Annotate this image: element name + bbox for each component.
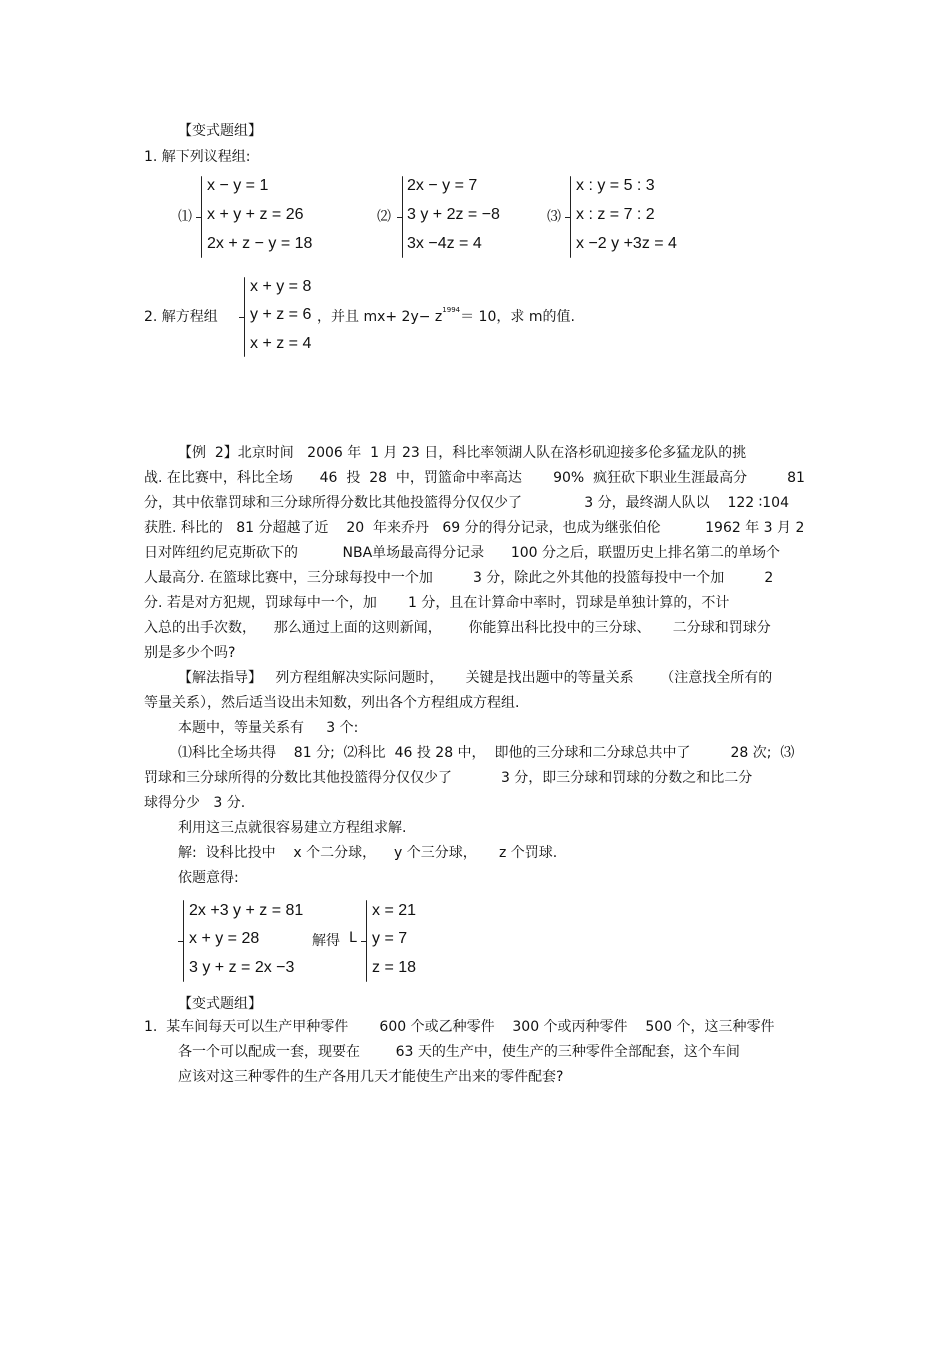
guide-line: 解: 设科比投中 x 个二分球， y 个三分球， z 个罚球. (178, 845, 558, 861)
guide-line: 罚球和三分球所得的分数比其他投篮得分仅仅少了 3 分，即三分球和罚球的分数之和比二分 (144, 770, 753, 786)
equation: x + y = 8 (250, 278, 312, 295)
brace-icon (183, 900, 184, 982)
equation: y + z = 6 (250, 306, 312, 323)
equation: x : z = 7 : 2 (576, 206, 655, 223)
paragraph-line: 入总的出手次数， 那么通过上面的这则新闻， 你能算出科比投中的三分球、 二分球和罚球分 (144, 620, 771, 636)
question-1-label: 1. 解下列议程组: (144, 149, 251, 165)
question-line: 应该对这三种零件的生产各用几天才能使生产出来的零件配套? (178, 1069, 564, 1085)
system-tag: ⑴ (178, 209, 192, 225)
paragraph-line: 【例 2】北京时间 2006 年 1 月 23 日，科比率领湖人队在洛杉矶迎接多伦多猛龙队的挑 (178, 445, 747, 461)
paragraph-line: 获胜. 科比的 81 分超越了近 20 年来乔丹 69 分的得分记录，也成为继张伯伦 1962 年 3 月 2 (144, 520, 805, 536)
section-title: 【变式题组】 (178, 123, 262, 139)
solve-mark: L (349, 930, 357, 946)
guide-line: 等量关系），然后适当设出未知数，列出各个方程组成方程组. (144, 695, 520, 711)
equation: x −2 y +3z = 4 (576, 235, 677, 252)
paragraph-line: 分. 若是对方犯规，罚球每中一个，加 1 分，且在计算命中率时，罚球是单独计算的，不计 (144, 595, 730, 611)
question-line: 各一个可以配成一套，现要在 63 天的生产中，使生产的三种零件全部配套，这个车间 (178, 1044, 740, 1060)
equation: x + y = 28 (189, 930, 260, 947)
equation: x − y = 1 (207, 177, 269, 194)
guide-line: 本题中，等量关系有 3 个: (178, 720, 359, 736)
equation: 2x − y = 7 (407, 177, 478, 194)
system-tag: ⑵ (377, 209, 391, 225)
paragraph-line: 日对阵纽约尼克斯砍下的 NBA单场最高得分记录 100 分之后，联盟历史上排名第二的单场个 (144, 545, 781, 561)
condition-text: ＝ 10，求 m的值. (460, 309, 575, 325)
solve-label: 解得 (312, 933, 340, 949)
equation: x + z = 4 (250, 335, 312, 352)
equation: x : y = 5 : 3 (576, 177, 655, 194)
equation: 2x + z − y = 18 (207, 235, 313, 252)
guide-line: 【解法指导】 列方程组解决实际问题时， 关键是找出题中的等量关系 （注意找全所有的 (178, 670, 773, 686)
solution: y = 7 (372, 930, 408, 947)
question-line: 1. 某车间每天可以生产甲种零件 600 个或乙种零件 300 个或丙种零件 500 个，这三种零件 (144, 1019, 775, 1035)
brace-icon (402, 176, 403, 258)
brace-icon (201, 176, 202, 258)
guide-line: ⑴科比全场共得 81 分; ⑵科比 46 投 28 中， 即他的三分球和二分球总共中了 28 次; ⑶ (178, 745, 795, 761)
brace-icon (570, 176, 571, 258)
guide-line: 球得分少 3 分. (144, 795, 246, 811)
equation: 3 y + z = 2x −3 (189, 959, 295, 976)
solution: z = 18 (372, 959, 417, 976)
equation: 2x +3 y + z = 81 (189, 902, 304, 919)
equation: 3 y + 2z = −8 (407, 206, 500, 223)
guide-line: 依题意得: (178, 870, 239, 886)
exponent: 1994 (442, 306, 461, 314)
condition-text: ，并且 mx+ 2y− z (317, 309, 443, 325)
paragraph-line: 战. 在比赛中，科比全场 46 投 28 中，罚篮命中率高达 90% 疯狂砍下职业生涯最高分 81 (144, 470, 805, 486)
guide-line: 利用这三点就很容易建立方程组求解. (178, 820, 407, 836)
section-title: 【变式题组】 (178, 996, 262, 1012)
paragraph-line: 人最高分. 在篮球比赛中，三分球每投中一个加 3 分，除此之外其他的投篮每投中一个加 2 (144, 570, 774, 586)
solution: x = 21 (372, 902, 417, 919)
question-2-label: 2. 解方程组 (144, 309, 218, 325)
system-tag: ⑶ (547, 209, 561, 225)
brace-icon (244, 277, 245, 357)
equation: 3x −4z = 4 (407, 235, 482, 252)
equation: x + y + z = 26 (207, 206, 304, 223)
paragraph-line: 分，其中依靠罚球和三分球所得分数比其他投篮得分仅仅少了 3 分，最终湖人队以 122 ∶104 (144, 495, 789, 511)
paragraph-line: 别是多少个吗? (144, 645, 236, 661)
question-2-condition (317, 306, 575, 326)
brace-icon (366, 900, 367, 982)
